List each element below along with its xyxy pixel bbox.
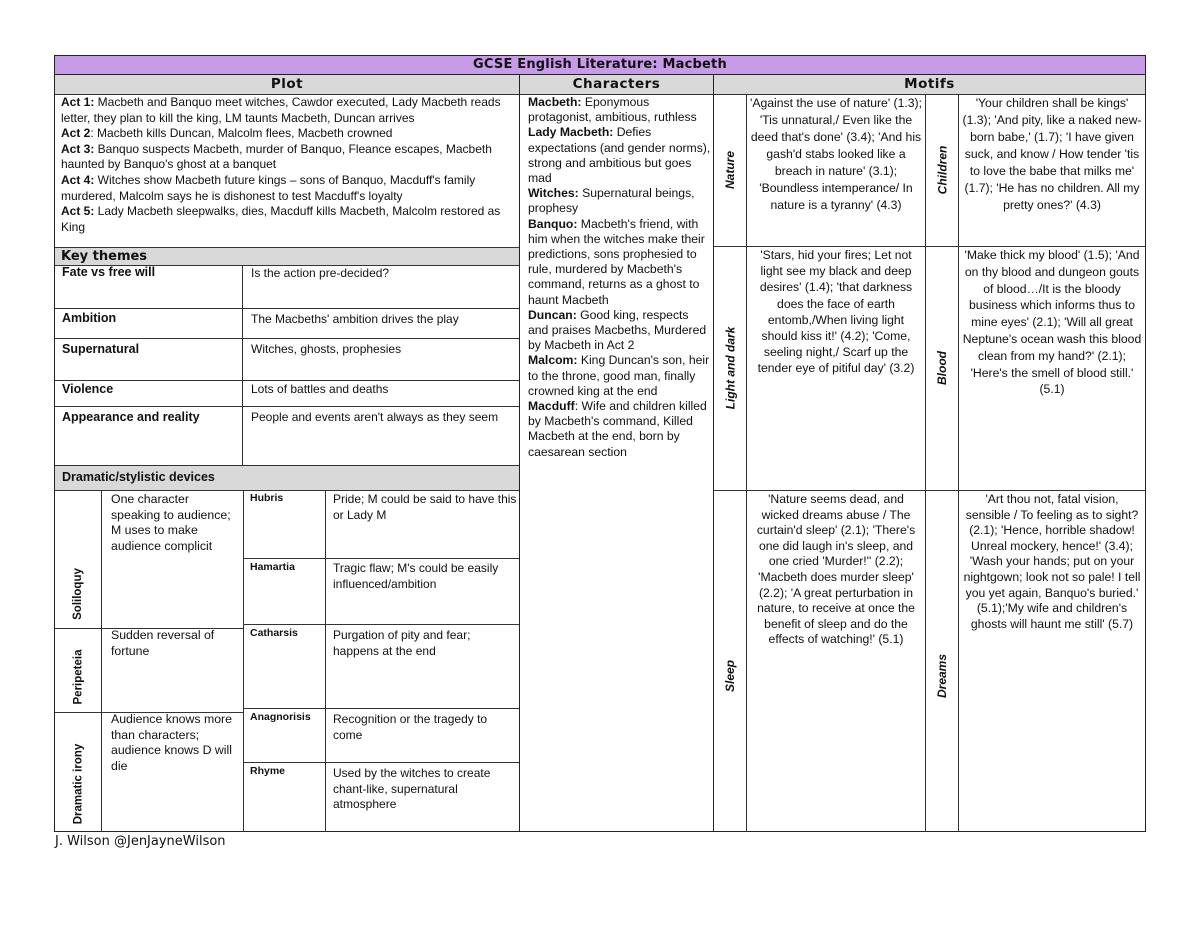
theme-name: Fate vs free will — [62, 265, 156, 279]
rule — [243, 624, 519, 625]
motif-label: Blood — [935, 351, 949, 385]
motif-quote: 'Against the use of nature' (1.3); 'Tis unnatural,/ Even like the deed that's done' (3.4); 'And his gash'd stabs looked like a breach in nature' (3.1); 'Boundless intemperance/ In nature is a tyranny' (4.3) — [750, 96, 922, 212]
rule — [55, 338, 519, 339]
device-term-desc: Tragic flaw; M's could be easily influenced/ambition — [333, 561, 499, 591]
motif-quote: 'Art thou not, fatal vision, sensible / To feeling as to sight? (2.1); 'Hence, horrible shadow! Unreal mockery, hence!' (3.4); 'Wash your hands; put on your nightgown; look not so pale! I tell you yet again, Banquo's buried.' (5.1);'My wife and children's ghosts will haunt me still' (5.7) — [963, 492, 1141, 631]
character-list — [528, 95, 711, 460]
plot-act: Act 5: Lady Macbeth sleepwalks, dies, Macduff kills Macbeth, Malcolm restored as King — [61, 204, 501, 234]
rule — [101, 490, 102, 832]
device-term-desc: Used by the witches to create chant-like, supernatural atmosphere — [333, 766, 491, 812]
character-entry: Duncan: Good king, respects and praises Macbeths, Murdered by Macbeth in Act 2 — [528, 307, 707, 353]
rule — [55, 308, 519, 309]
rule — [55, 406, 519, 407]
plot-act: Act 2: Macbeth kills Duncan, Malcolm flees, Macbeth crowned — [61, 126, 393, 141]
rule — [55, 380, 519, 381]
device-term-desc: Recognition or the tragedy to come — [333, 712, 488, 742]
theme-desc: Is the action pre-decided? — [251, 266, 390, 280]
device-label: Dramatic irony — [72, 743, 84, 825]
rule — [243, 708, 519, 709]
motif-quote: 'Stars, hid your fires; Let not light see my black and deep desires' (1.4); 'that darkness does the face of earth entomb,/When living light should kiss it!' (4.2); 'Come, seeling night,/ Scarf up the tender eye of pitiful day' (3.2) — [757, 248, 915, 376]
device-label: Peripeteia — [72, 649, 85, 705]
motif-quote: 'Your children shall be kings' (1.3); 'And pity, like a naked new-born babe,' (1.7); 'I have given suck, and know / How tender 'tis to love the babe that milks me' (1.7); 'He has no children. All my pretty ones?' (4.3) — [962, 96, 1142, 212]
device-term-desc: Purgation of pity and fear; happens at the end — [333, 628, 471, 658]
plot-act: Act 4: Witches show Macbeth future kings – sons of Banquo, Macduff's family murdered, Malcolm says he is dishonest to test Macduff's loyalty — [61, 172, 476, 203]
rule — [325, 490, 326, 832]
rule — [243, 762, 519, 763]
rule — [55, 490, 519, 491]
motif-quote: 'Nature seems dead, and wicked dreams abuse / The curtain'd sleep' (2.1); 'There's one did laugh in's sleep, and one cried 'Murder!'' (2.2); 'Macbeth does murder sleep' (2.2); 'A great perturbation in nature, to receive at once the benefit of sleep and do the effects of watching!' (5.1) — [756, 492, 916, 647]
rule — [243, 490, 244, 832]
motif-label: Light and dark — [723, 326, 738, 410]
device-desc: Sudden reversal of fortune — [111, 628, 215, 658]
device-term: Hubris — [250, 492, 284, 504]
theme-name: Ambition — [62, 311, 117, 325]
device-desc: One character speaking to audience; M uses to make audience complicit — [111, 492, 231, 553]
motif-label: Children — [935, 145, 950, 195]
motif-label: Sleep — [723, 659, 738, 693]
motif-label: Dreams — [935, 653, 949, 699]
character-entry: Macbeth: Eponymous protagonist, ambitious, ruthless — [528, 95, 697, 125]
theme-name: Appearance and reality — [62, 410, 200, 424]
plot-summary — [61, 95, 517, 235]
devices-header: Dramatic/stylistic devices — [55, 466, 519, 490]
rule — [55, 74, 1145, 75]
character-entry: Witches: Supernatural beings, prophesy — [528, 186, 695, 216]
device-desc: Audience knows more than characters; audience knows D will die — [111, 712, 232, 773]
rule — [519, 74, 520, 832]
theme-desc: Witches, ghosts, prophesies — [251, 342, 402, 356]
plot-header: Plot — [55, 75, 519, 94]
theme-desc: Lots of battles and deaths — [251, 382, 389, 396]
key-themes-header: Key themes — [55, 248, 519, 265]
device-term: Anagnorisis — [250, 711, 311, 723]
rule — [746, 94, 747, 832]
character-entry: Lady Macbeth: Defies expectations (and gender norms), strong and ambitious but goes mad — [528, 125, 711, 186]
device-label: Soliloquy — [72, 568, 84, 620]
theme-name: Violence — [62, 382, 114, 396]
motifs-header: Motifs — [714, 75, 1145, 94]
author-credit: J. Wilson @JenJayneWilson — [55, 834, 226, 849]
theme-desc: People and events aren't always as they seem — [251, 410, 499, 424]
character-entry: Macduff: Wife and children killed by Macbeth's command, Killed Macbeth at the end, born by caesarean section — [528, 399, 707, 459]
theme-desc: The Macbeths' ambition drives the play — [251, 312, 459, 326]
device-term: Hamartia — [250, 561, 295, 573]
page-title: GCSE English Literature: Macbeth — [55, 56, 1145, 74]
plot-act: Act 1: Macbeth and Banquo meet witches, Cawdor executed, Lady Macbeth reads letter, they plan to kill the king, LM taunts Macbeth, Duncan arrives — [61, 95, 501, 125]
motif-quote: 'Make thick my blood' (1.5); 'And on thy blood and dungeon gouts of blood…/It is the bloody business which informs thus to mine eyes' (2.1); 'Will all great Neptune's ocean wash this blood clean from my hand?' (2.1); 'Here's the smell of blood still.' (5.1) — [962, 248, 1142, 397]
motif-label: Nature — [723, 150, 738, 190]
character-entry: Malcom: King Duncan's son, heir to the throne, good man, finally crowned king at the end — [528, 353, 710, 398]
theme-name: Supernatural — [62, 342, 140, 356]
plot-act: Act 3: Banquo suspects Macbeth, murder of Banquo, Fleance escapes, Macbeth haunted by Banquo's ghost at a banquet — [61, 141, 492, 172]
device-term-desc: Pride; M could be said to have this or Lady M — [333, 492, 517, 522]
rule — [958, 94, 959, 832]
device-term: Catharsis — [250, 627, 298, 639]
device-term: Rhyme — [250, 765, 286, 777]
character-entry: Banquo: Macbeth's friend, with him when the witches make their predictions, sons prophesied to rule, murdered by Macbeth's command, returns as a ghost to haunt Macbeth — [528, 216, 705, 307]
rule — [242, 265, 243, 465]
rule — [243, 558, 519, 559]
characters-header: Characters — [520, 75, 713, 94]
